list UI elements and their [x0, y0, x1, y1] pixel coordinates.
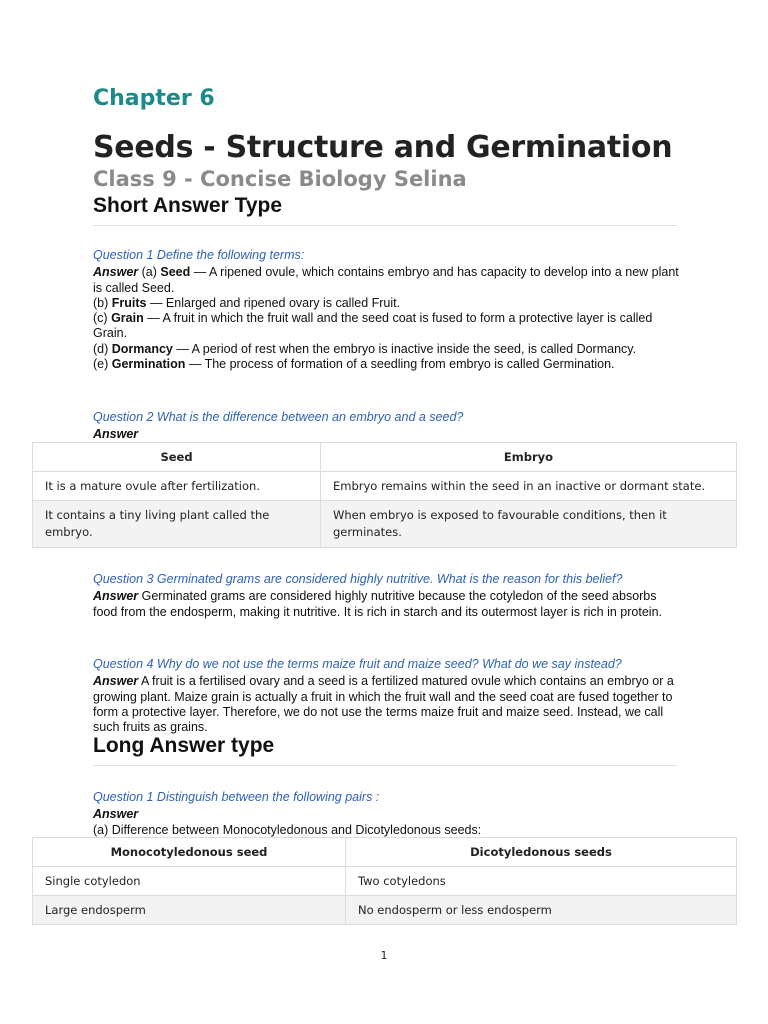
table-cell: It contains a tiny living plant called the embryo.: [33, 501, 321, 548]
page-number: 1: [380, 949, 388, 962]
table-cell: It is a mature ovule after fertilization.: [33, 472, 321, 501]
long-question-1: [93, 790, 683, 838]
question-3-answer: Germinated grams are considered highly nutritive because the cotyledon of the seed absorbs food from the endosperm, making it nutritive. It is rich in starch and its outermost layer is rich in protein.: [93, 589, 662, 619]
table-header-row: [33, 838, 737, 867]
table-header-cell: Embryo: [321, 443, 737, 472]
question-1: [93, 248, 683, 372]
table-cell: Large endosperm: [33, 896, 346, 925]
page-title: Seeds - Structure and Germination: [93, 130, 673, 165]
answer-label: Answer: [93, 807, 139, 822]
question-1-answer-e: (e) Germination — The process of formation of a seedling from embryo is called Germination.: [93, 357, 615, 372]
table-row: [33, 501, 737, 548]
question-1-answer-a: Answer (a) Seed — A ripened ovule, which contains embryo and has capacity to develop into a new plant is called Seed.: [93, 265, 679, 295]
answer-label: Answer: [93, 427, 139, 442]
question-2-title: Question 2 What is the difference between an embryo and a seed?: [93, 410, 464, 424]
chapter-label: Chapter 6: [93, 86, 215, 111]
question-3-title: Question 3 Germinated grams are considered highly nutritive. What is the reason for this belief?: [93, 572, 623, 586]
table-row: [33, 867, 737, 896]
section-divider: [93, 225, 677, 226]
table-row: [33, 472, 737, 501]
question-4-title: Question 4 Why do we not use the terms maize fruit and maize seed? What do we say instead?: [93, 657, 622, 671]
answer-label: Answer: [93, 589, 139, 604]
table-header-cell: Seed: [33, 443, 321, 472]
long-answer-heading: Long Answer type: [93, 734, 275, 757]
question-4: [93, 657, 683, 735]
question-1-answer-b: (b) Fruits — Enlarged and ripened ovary is called Fruit.: [93, 295, 401, 310]
question-1-answer-d: (d) Dormancy — A period of rest when the embryo is inactive inside the seed, is called Dormancy.: [93, 341, 637, 356]
long-question-1-part-a: (a) Difference between Monocotyledonous and Dicotyledonous seeds:: [93, 822, 482, 837]
answer-label: Answer: [93, 674, 139, 689]
question-1-title: Question 1 Define the following terms:: [93, 248, 305, 262]
question-2: [93, 410, 683, 443]
table-cell: Single cotyledon: [33, 867, 346, 896]
question-1-answer-c: (c) Grain — A fruit in which the fruit wall and the seed coat is fused to form a protective layer is called Grain.: [93, 311, 653, 341]
table-cell: When embryo is exposed to favourable conditions, then it germinates.: [321, 501, 737, 548]
long-question-1-title: Question 1 Distinguish between the following pairs :: [93, 790, 380, 804]
table-cell: Embryo remains within the seed in an inactive or dormant state.: [321, 472, 737, 501]
page-subtitle: Class 9 - Concise Biology Selina: [93, 167, 467, 191]
table-row: [33, 896, 737, 925]
section-divider: [93, 765, 677, 766]
question-3: [93, 572, 683, 620]
cotyledon-table: [32, 837, 737, 925]
answer-label: Answer: [93, 265, 139, 280]
table-cell: Two cotyledons: [346, 867, 737, 896]
table-header-cell: Dicotyledonous seeds: [346, 838, 737, 867]
seed-embryo-table: [32, 442, 737, 548]
table-header-cell: Monocotyledonous seed: [33, 838, 346, 867]
table-cell: No endosperm or less endosperm: [346, 896, 737, 925]
short-answer-heading: Short Answer Type: [93, 194, 283, 217]
question-4-answer: A fruit is a fertilised ovary and a seed is a fertilized matured ovule which contains an embryo or a growing plant. Maize grain is actually a fruit in which the fruit wall and the seed coat are fused together to form a protective layer. Therefore, we do not use the terms maize fruit and maize seed. Instead, we call such fruits as grains.: [93, 674, 674, 735]
table-header-row: [33, 443, 737, 472]
